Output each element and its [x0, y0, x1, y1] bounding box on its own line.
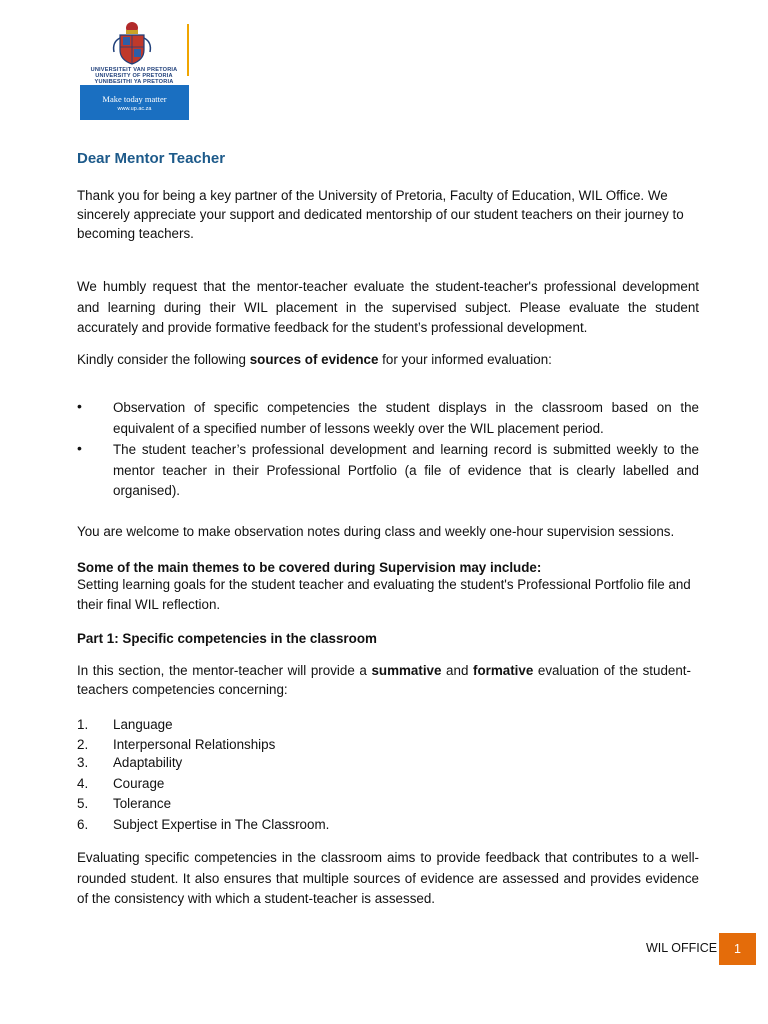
welcome-paragraph: You are welcome to make observation notes during class and weekly one-hour supervision sessions. [77, 524, 675, 539]
evidence-suffix: for your informed evaluation: [378, 352, 552, 367]
part1-text-c: and [441, 663, 474, 678]
tagline-banner [80, 85, 189, 120]
competency-item: Courage [113, 776, 165, 791]
part1-text-e: evaluation of the student-teachers competencies concerning: [77, 663, 691, 697]
bullet-item: Observation of specific competencies the student displays in the classroom based on the equivalent of a specified number of lessons weekly over the WIL placement period. [113, 400, 699, 436]
page-number-badge: 1 [719, 933, 756, 965]
closing-paragraph: Evaluating specific competencies in the classroom aims to provide feedback that contributes to a well-rounded student. It also ensures that multiple sources of evidence are assessed and provides evidence of the consistency with which a student-teacher is assessed. [77, 850, 699, 906]
evidence-intro [77, 350, 699, 369]
list-number: 1. [77, 717, 89, 732]
list-number: 5. [77, 796, 89, 811]
part1-summative: summative [371, 663, 442, 678]
logo-line-2: UNIVERSITY OF PRETORIA [95, 73, 173, 79]
competency-item: Adaptability [113, 755, 183, 770]
bullet-item: The student teacher’s professional development and learning record is submitted weekly to the mentor teacher in their Professional Portfolio (a file of evidence that is clearly labelled and organised). [113, 442, 699, 498]
part1-formative: formative [473, 663, 534, 678]
university-crest-icon [100, 20, 164, 66]
greeting-heading: Dear Mentor Teacher [77, 150, 226, 167]
competency-item: Language [113, 717, 173, 732]
part1-heading: Part 1: Specific competencies in the classroom [77, 631, 377, 646]
themes-paragraph: Setting learning goals for the student teacher and evaluating the student's Professional Portfolio file and their final WIL reflection. [77, 577, 691, 612]
logo-divider [187, 24, 189, 76]
footer-label: WIL OFFICE [646, 941, 718, 955]
evidence-prefix: Kindly consider the following [77, 352, 250, 367]
tagline-text: Make today matter [102, 94, 167, 104]
part1-text-a: In this section, the mentor-teacher will provide a [77, 663, 372, 678]
competency-item: Tolerance [113, 796, 172, 811]
competency-item: Interpersonal Relationships [113, 737, 276, 752]
themes-heading: Some of the main themes to be covered during Supervision may include: [77, 560, 542, 575]
request-paragraph: We humbly request that the mentor-teacher evaluate the student-teacher's professional development and learning during their WIL placement in the supervised subject. Please evaluate the student accurately and provide formative feedback for the student’s professional development. [77, 279, 699, 335]
intro-paragraph: Thank you for being a key partner of the University of Pretoria, Faculty of Education, WIL Office. We sincerely appreciate your support and dedicated mentorship of our student teachers on their journey to becoming teachers. [77, 188, 684, 241]
part1-paragraph [77, 661, 691, 699]
list-number: 4. [77, 776, 89, 791]
logo-line-1: UNIVERSITEIT VAN PRETORIA [90, 67, 178, 73]
bullet-marker: • [77, 440, 82, 456]
logo-line-3: YUNIBESITHI YA PRETORIA [94, 79, 174, 85]
evidence-bold: sources of evidence [249, 352, 379, 367]
website-url: www.up.ac.za [117, 106, 152, 112]
list-number: 3. [77, 755, 89, 770]
competency-item: Subject Expertise in The Classroom. [113, 817, 330, 832]
bullet-marker: • [77, 398, 82, 414]
list-number: 6. [77, 817, 89, 832]
list-number: 2. [77, 737, 89, 752]
